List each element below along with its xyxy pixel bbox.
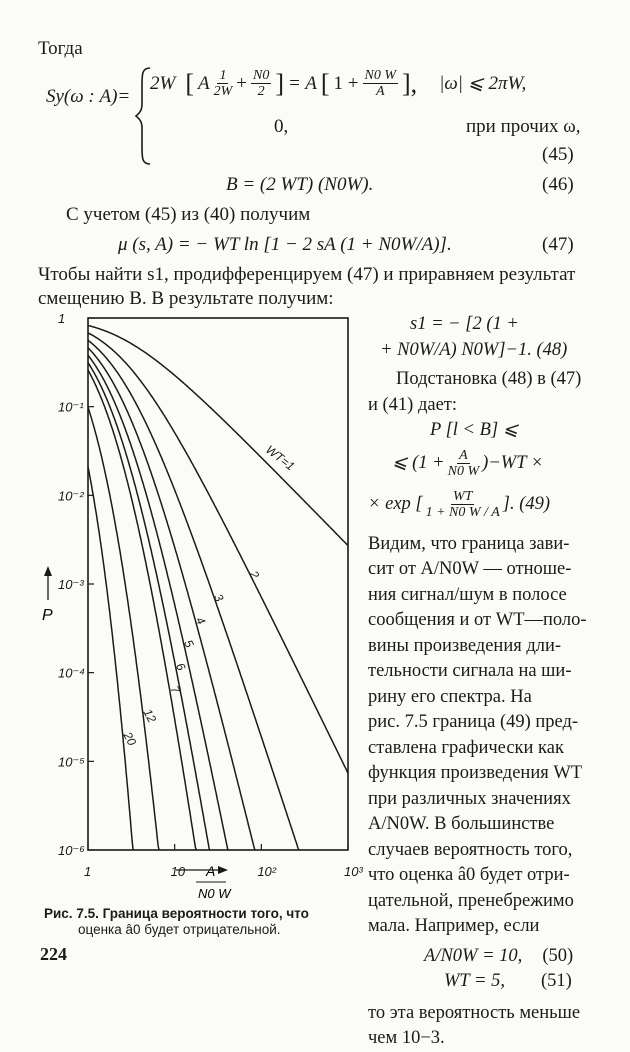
curve-label: 20	[120, 729, 140, 748]
eq48-line-2: + N0W/A) N0W]−1. (48)	[380, 339, 568, 360]
paragraph-line-text: при различных значениях	[368, 788, 571, 809]
paragraph-line-text: функция произведения WT	[368, 763, 583, 783]
case1-2w: 2W	[150, 72, 176, 94]
eq49-fraction-a: $\frac{A}{N0 W}$	[447, 448, 480, 479]
curve-label: 7	[167, 683, 183, 696]
paragraph-line	[368, 863, 590, 889]
word-togda: Тогда	[38, 38, 83, 59]
x-tick-label: 10	[170, 864, 186, 879]
paragraph-line	[368, 532, 590, 558]
curve-label: 6	[172, 660, 189, 673]
final-line-1: то эта вероятность меньше	[368, 1002, 581, 1023]
x-axis-label-den: N0 W	[198, 886, 231, 900]
y-tick-label: 10⁻¹	[58, 399, 84, 415]
paragraph-line	[368, 838, 590, 864]
paragraph-line	[368, 710, 590, 736]
y-tick-label: 10⁻³	[58, 577, 84, 592]
paragraph-line-text: мала. Например, если	[368, 916, 540, 936]
y-tick-label: 10⁻²	[58, 488, 84, 504]
eq49-fraction-wt: $\frac{WT}{1 + N0 W / A}$	[425, 489, 500, 520]
plot-curves	[88, 325, 348, 850]
plot-curve-labels	[120, 442, 297, 748]
y-tick-label: 10⁻⁶	[58, 843, 85, 858]
figure-caption-line-1	[44, 905, 309, 922]
case2-value: 0,	[274, 116, 289, 137]
curve-wt-3	[88, 340, 300, 850]
paragraph-line	[368, 608, 590, 634]
curve-label: WT=1	[263, 442, 298, 474]
curve-wt-12	[88, 407, 159, 850]
equation-45	[46, 64, 596, 168]
x-tick-label: 1	[84, 864, 92, 879]
eq51-line: WT = 5, (51)	[444, 971, 572, 991]
paragraph-line	[368, 659, 590, 685]
paragraph-line-text: рину его спектра. На	[368, 686, 532, 707]
page-number: 224	[40, 944, 67, 964]
fraction-n0-over-2: $\frac{N0}{2}$	[253, 68, 270, 99]
paragraph-line	[368, 557, 590, 583]
paragraph-line-text: случаев вероятность того,	[368, 839, 573, 860]
case1-plus: +	[236, 72, 247, 94]
paragraph-line	[368, 634, 590, 660]
y-tick-label: 10⁻⁵	[58, 754, 85, 770]
subst-line-2: и (41) дает:	[368, 394, 458, 415]
right-column	[368, 312, 590, 1052]
paragraph-line	[368, 583, 590, 609]
sy-lhs: Sy(ω : A)=	[46, 86, 131, 107]
paragraph-line-2: смещению B. В результате получим:	[38, 288, 334, 309]
curve-label: 5	[181, 637, 197, 650]
y-tick-label: 10⁻⁴	[58, 665, 85, 681]
paragraph-line-text: цательной, пренебрежимо	[368, 890, 574, 911]
figure-7-5-plot	[30, 310, 366, 900]
eq50-line: A/N0W = 10, (50)	[424, 945, 574, 966]
figure-caption-line-1-text: Рис. 7.5. Граница вероятности того, что	[44, 906, 309, 921]
case1-one-plus: 1 +	[333, 72, 359, 94]
case1-eq-a: = A	[288, 72, 317, 94]
figure-caption-line-2: оценка â0 будет отрицательной.	[78, 922, 281, 937]
paragraph-line	[368, 736, 590, 762]
paragraph-line	[368, 812, 590, 838]
paragraph-line-text: вины произведения дли-	[368, 635, 562, 656]
curve-wt-4	[88, 348, 255, 850]
paragraph-line-text: A/N0W. В большинстве	[368, 814, 555, 834]
paragraph-line-text: сообщения и от WT—поло-	[368, 610, 587, 630]
y-axis-label-group	[42, 566, 53, 624]
paragraph-line-text: сит от A/N0W — отноше-	[368, 559, 572, 579]
case2-condition: при прочих ω,	[466, 116, 581, 137]
subst-line-1: Подстановка (48) в (47)	[396, 369, 582, 389]
paragraph-vidim	[368, 532, 590, 940]
x-tick-label: 10³	[344, 864, 363, 879]
y-axis-label: P	[42, 607, 53, 624]
fraction-1-over-2w: $\frac{1}{2W}$	[213, 68, 233, 99]
case1-condition: |ω| ⩽ 2πW,	[439, 72, 527, 94]
plot-frame	[88, 318, 348, 850]
curve-label: 12	[140, 706, 160, 725]
curve-label: 2	[246, 568, 263, 581]
case-1: 2W [ A $\frac{1}{2W}$ + $\frac{N0}{2}$ ] = A [ 1 + $\frac{N0 W}{A}$ ], |ω| ⩽ 2πW,	[150, 68, 527, 99]
paragraph-line	[368, 787, 590, 813]
y-tick-label: 1	[58, 311, 66, 326]
curve-wt-20	[88, 467, 133, 850]
curve-label: 3	[211, 591, 227, 604]
curve-label: 4	[192, 614, 209, 627]
eq45-number: (45)	[542, 144, 574, 165]
eq49-line-3: × exp [ $\frac{WT}{1 + N0 W / A}$ ]. (49)	[368, 489, 551, 520]
x-axis-label-num: A	[206, 863, 216, 879]
eq46-number: (46)	[542, 174, 574, 195]
plot-ticks	[58, 311, 363, 879]
eq48-line-1: s1 = − [2 (1 +	[410, 314, 519, 334]
fraction-n0w-over-a: $\frac{N0 W}{A}$	[364, 68, 396, 99]
paragraph-line-1: Чтобы найти s1, продифференцируем (47) и приравняем результат	[38, 264, 576, 285]
plot-axes	[88, 318, 348, 850]
paragraph-line-text: тельности сигнала на ши-	[368, 661, 572, 681]
paragraph-line-text: рис. 7.5 граница (49) пред-	[368, 712, 579, 732]
paragraph-line	[368, 914, 590, 940]
paragraph-line-text: что оценка â0 будет отри-	[368, 865, 570, 885]
eq49-line-2: ⩽ (1 + $\frac{A}{N0 W}$ )−WT ×	[392, 448, 544, 479]
paragraph-line-text: Видим, что граница зави-	[368, 533, 570, 554]
eq47-number: (47)	[542, 234, 574, 255]
paragraph-line-text: ния сигнал/шум в полосе	[368, 584, 567, 605]
paragraph-s-uchetom: С учетом (45) из (40) получим	[66, 204, 311, 225]
paragraph-line	[368, 889, 590, 915]
equation-46: B = (2 WT) (N0W).	[226, 174, 374, 195]
equation-47: μ (s, A) = − WT ln [1 − 2 sA (1 + N0W/A)].	[118, 234, 452, 255]
paragraph-line	[368, 761, 590, 787]
case1-a: A	[198, 72, 210, 94]
paragraph-line	[368, 685, 590, 711]
final-line-2: чем 10−3.	[368, 1028, 445, 1048]
eq49-line-1: P [l < B] ⩽	[430, 420, 519, 440]
x-tick-label: 10²	[257, 864, 277, 879]
paragraph-line-text: ставлена графически как	[368, 737, 564, 758]
